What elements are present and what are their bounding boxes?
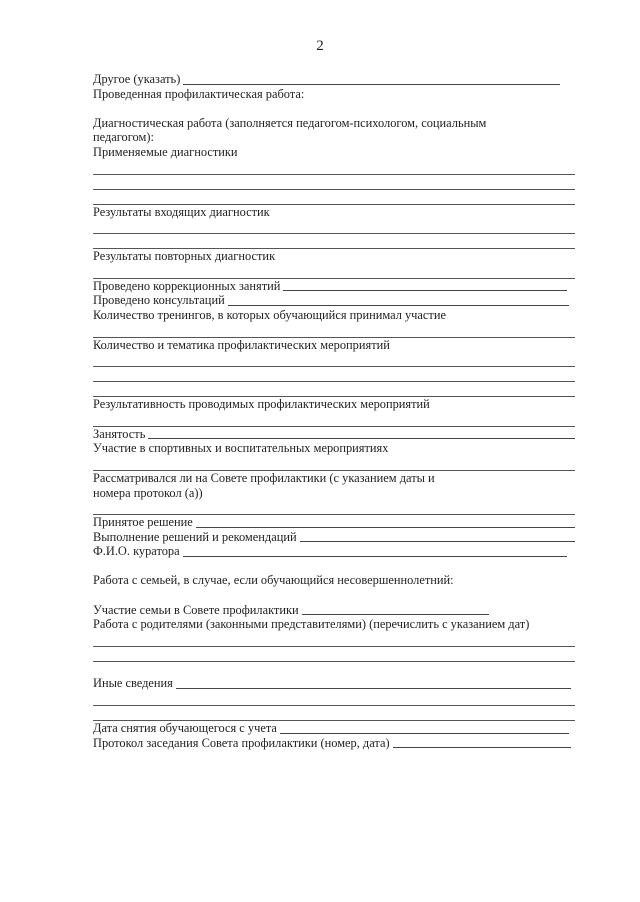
incoming-results-label: Результаты входящих диагностик: [93, 204, 270, 219]
diagnostics-used-line-1[interactable]: [93, 160, 575, 175]
sports-participation-line[interactable]: [93, 456, 575, 471]
employment-label: Занятость: [93, 426, 146, 441]
protocol-field[interactable]: [393, 737, 571, 748]
trainings-line[interactable]: [93, 323, 575, 338]
registration-form: [93, 72, 575, 750]
diagnostics-used-line-3[interactable]: [93, 190, 575, 205]
decision-label: Принятое решение: [93, 515, 193, 530]
council-label-2: номера протокол (а)): [93, 485, 203, 500]
family-council-field[interactable]: [302, 604, 489, 615]
preventive-work-heading: Проведенная профилактическая работа:: [93, 86, 305, 101]
diagnostic-work-label-1: Диагностическая работа (заполняется педагогом-психологом, социальным: [93, 115, 487, 130]
parents-work-line-1[interactable]: [93, 632, 575, 647]
decision-row: [93, 515, 575, 530]
sports-participation-label: Участие в спортивных и воспитательных мероприятиях: [93, 441, 389, 456]
decision-field[interactable]: [196, 517, 575, 528]
implementation-row: [93, 530, 575, 545]
diagnostics-used-label: Применяемые диагностики: [93, 144, 238, 159]
implementation-label: Выполнение решений и рекомендаций: [93, 529, 297, 544]
protocol-row: [93, 736, 575, 751]
family-work-heading: Работа с семьей, в случае, если обучающийся несовершеннолетний:: [93, 573, 454, 588]
employment-row: [93, 427, 575, 442]
correction-sessions-label: Проведено коррекционных занятий: [93, 278, 281, 293]
council-label-1: Рассматривался ли на Совете профилактики (с указанием даты и: [93, 470, 435, 485]
events-topics-line-1[interactable]: [93, 352, 575, 367]
other-info-line-2[interactable]: [93, 706, 575, 721]
curator-field[interactable]: [183, 546, 567, 557]
events-topics-label: Количество и тематика профилактических мероприятий: [93, 337, 390, 352]
incoming-results-line-2[interactable]: [93, 234, 575, 249]
curator-row: [93, 544, 575, 559]
trainings-label: Количество тренингов, в которых обучающийся принимал участие: [93, 307, 446, 322]
consultations-label: Проведено консультаций: [93, 293, 225, 308]
other-info-label: Иные сведения: [93, 676, 173, 691]
correction-sessions-row: [93, 279, 575, 294]
diagnostic-work-label-2: педагогом):: [93, 130, 154, 145]
other-row: [93, 72, 575, 87]
other-info-row: [93, 676, 575, 691]
incoming-results-line-1[interactable]: [93, 219, 575, 234]
family-council-label: Участие семьи в Совете профилактики: [93, 602, 299, 617]
removal-date-field[interactable]: [280, 723, 569, 734]
parents-work-label: Работа с родителями (законными представителями) (перечислить с указанием дат): [93, 617, 530, 632]
other-info-line-1[interactable]: [93, 691, 575, 706]
removal-date-row: [93, 721, 575, 736]
council-line[interactable]: [93, 500, 575, 515]
page-number: 2: [316, 38, 324, 54]
implementation-field[interactable]: [300, 531, 575, 542]
curator-label: Ф.И.О. куратора: [93, 544, 180, 559]
parents-work-line-2[interactable]: [93, 647, 575, 662]
removal-date-label: Дата снятия обучающегося с учета: [93, 721, 277, 736]
repeat-results-label: Результаты повторных диагностик: [93, 249, 276, 264]
other-info-field[interactable]: [176, 678, 571, 689]
events-topics-line-3[interactable]: [93, 382, 575, 397]
other-field[interactable]: [183, 74, 560, 85]
effectiveness-line[interactable]: [93, 412, 575, 427]
consultations-row: [93, 293, 575, 308]
consultations-field[interactable]: [228, 295, 569, 306]
correction-sessions-field[interactable]: [283, 280, 567, 291]
protocol-label: Протокол заседания Совета профилактики (номер, дата): [93, 735, 390, 750]
employment-field[interactable]: [148, 428, 575, 439]
effectiveness-label: Результативность проводимых профилактических мероприятий: [93, 397, 430, 412]
other-label: Другое (указать): [93, 72, 181, 86]
diagnostics-used-line-2[interactable]: [93, 175, 575, 190]
events-topics-line-2[interactable]: [93, 367, 575, 382]
repeat-results-line-1[interactable]: [93, 264, 575, 279]
family-council-row: [93, 603, 575, 618]
